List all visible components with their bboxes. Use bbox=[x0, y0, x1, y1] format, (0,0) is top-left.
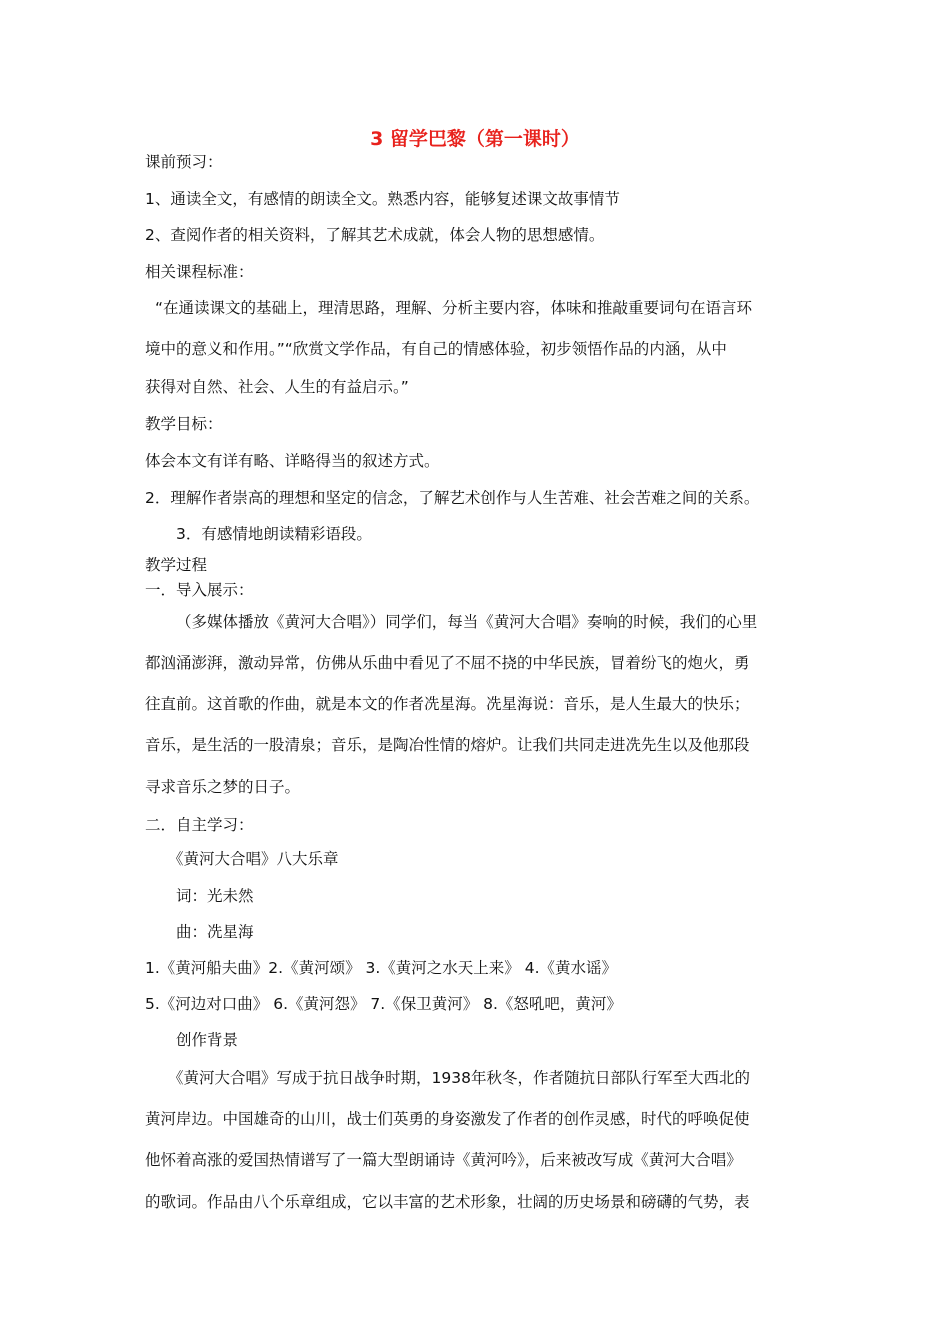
intro-line-3: 往直前。这首歌的作曲，就是本文的作者冼星海。冼星海说：音乐，是人生最大的快乐； bbox=[145, 695, 750, 713]
page-title: 3 留学巴黎（第一课时） bbox=[370, 128, 580, 150]
preview-item-1: 1、通读全文，有感情的朗读全文。熟悉内容，能够复述课文故事情节 bbox=[145, 190, 620, 208]
cantata-title: 《黄河大合唱》八大乐章 bbox=[168, 850, 339, 868]
goal-item-1: 体会本文有详有略、详略得当的叙述方式。 bbox=[145, 452, 440, 470]
background-line-2: 黄河岸边。中国雄奇的山川，战士们英勇的身姿激发了作者的创作灵感，时代的呼唤促使 bbox=[145, 1110, 750, 1128]
standard-heading: 相关课程标准： bbox=[145, 263, 254, 281]
movements-line-2: 5.《河边对口曲》 6.《黄河怨》 7.《保卫黄河》 8.《怒吼吧，黄河》 bbox=[145, 995, 622, 1013]
intro-line-1: （多媒体播放《黄河大合唱》）同学们，每当《黄河大合唱》奏响的时候，我们的心里 bbox=[176, 613, 758, 631]
lyrics-credit: 词：光未然 bbox=[176, 887, 254, 905]
standard-line-1: “在通读课文的基础上，理清思路，理解、分析主要内容，体味和推敲重要词句在语言环 bbox=[155, 299, 753, 317]
background-line-1: 《黄河大合唱》写成于抗日战争时期，1938年秋冬，作者随抗日部队行军至大西北的 bbox=[168, 1069, 750, 1087]
intro-line-4: 音乐，是生活的一股清泉；音乐，是陶冶性情的熔炉。让我们共同走进冼先生以及他那段 bbox=[145, 736, 750, 754]
goal-item-2: 2．理解作者崇高的理想和坚定的信念，了解艺术创作与人生苦难、社会苦难之间的关系。 bbox=[145, 489, 760, 507]
background-line-3: 他怀着高涨的爱国热情谱写了一篇大型朗诵诗《黄河吟》，后来被改写成《黄河大合唱》 bbox=[145, 1151, 742, 1169]
section-2-heading: 二．自主学习： bbox=[145, 816, 254, 834]
music-credit: 曲：冼星海 bbox=[176, 923, 254, 941]
goal-item-3: 3．有感情地朗读精彩语段。 bbox=[176, 525, 372, 543]
movements-line-1: 1.《黄河船夫曲》2.《黄河颂》 3.《黄河之水天上来》 4.《黄水谣》 bbox=[145, 959, 618, 977]
background-line-4: 的歌词。作品由八个乐章组成，它以丰富的艺术形象，壮阔的历史场景和磅礴的气势，表 bbox=[145, 1193, 750, 1211]
background-heading: 创作背景 bbox=[176, 1031, 239, 1049]
preview-heading: 课前预习： bbox=[145, 153, 223, 171]
intro-line-2: 都汹涌澎湃，激动异常，仿佛从乐曲中看见了不屈不挠的中华民族，冒着纷飞的炮火，勇 bbox=[145, 654, 750, 672]
process-heading: 教学过程 bbox=[145, 556, 208, 574]
preview-item-2: 2、查阅作者的相关资料，了解其艺术成就，体会人物的思想感情。 bbox=[145, 226, 605, 244]
intro-line-5: 寻求音乐之梦的日子。 bbox=[145, 778, 301, 796]
goals-heading: 教学目标： bbox=[145, 415, 223, 433]
standard-line-3: 获得对自然、社会、人生的有益启示。” bbox=[145, 378, 409, 396]
standard-line-2: 境中的意义和作用。”“欣赏文学作品，有自己的情感体验，初步领悟作品的内涵，从中 bbox=[145, 340, 727, 358]
section-1-heading: 一．导入展示： bbox=[145, 581, 254, 599]
